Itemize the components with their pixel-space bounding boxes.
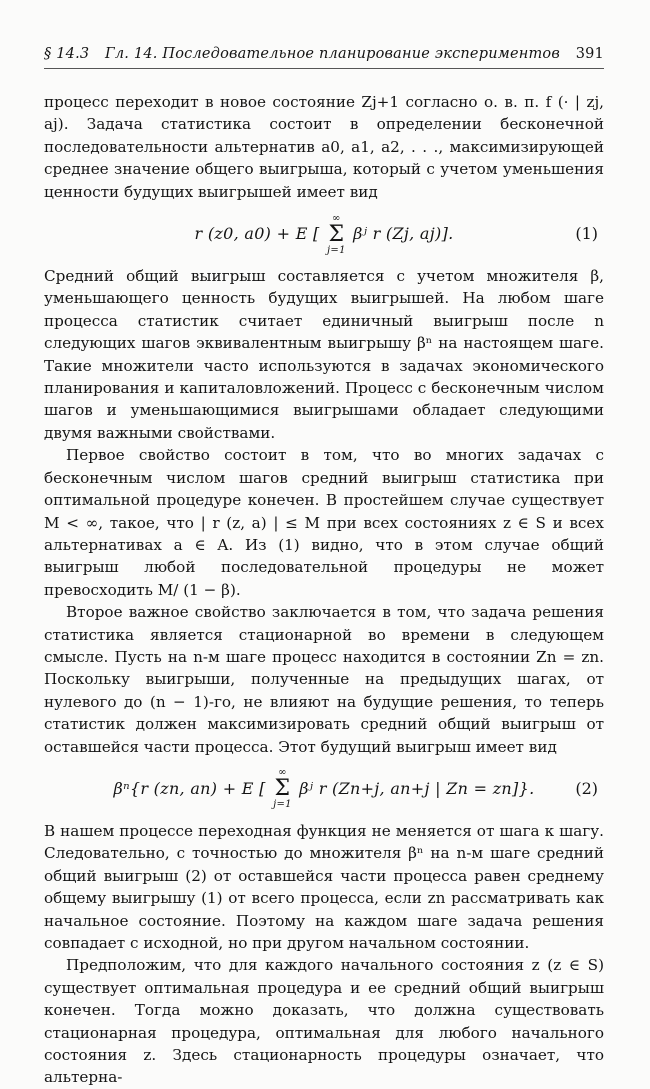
paragraph-4: Второе важное свойство заключается в том, что задача решения статистика является стационарной во времени в следующем смысле. Пусть на n-м шаге процесс находится в состоянии Zn = zn. Поскольку выигрыши, полученные на предыдущих шагах, от нулевого до (n − 1)-го, не влияют на будущие решения, то теперь статистик должен максимизировать средний общий выигрыш от оставшейся части процесса. Этот будущий выигрыш имеет вид [44,603,604,756]
paragraph-2: Средний общий выигрыш составляется с учетом множителя β, уменьшающего ценность будущих выигрышей. На любом шаге процесса статистик считает единичный выигрыш после n следующих шагов эквивалентным выигрышу βⁿ на настоящем шаге. Такие множители часто используются в задачах экономического планирования и капиталовложений. Процесс с бесконечным числом шагов и уменьшающимися выигрышами обладает следующими двумя важными свойствами. [44,267,604,442]
equation-2 [44,758,604,820]
equation-1-sum-upper: ∞ [332,212,341,224]
equation-2-left: βⁿ{r (zn, an) + E [ [113,778,266,798]
equation-2-sum [273,767,292,811]
equation-1 [44,203,604,265]
paragraph-3: Первое свойство состоит в том, что во многих задачах с бесконечным числом шагов средний выигрыш статистика при оптимальной процедуре конечен. В простейшем случае существует M < ∞, такое, что | r (z, a) | ≤ M при всех состояниях z ∈ S и всех альтернативах a ∈ A. Из (1) видно, что в этом случае общий выигрыш любой последовательной процедуры не может превосходить M/ (1 − β). [44,446,604,599]
equation-2-sum-upper: ∞ [278,767,287,779]
page-number: 391 [575,46,604,62]
paragraph-1: процесс переходит в новое состояние Zj+1 согласно о. в. п. f (· | zj, aj). Задача статистика состоит в определении бесконечной последовательности альтернатив a0, a1, a2, . . ., максимизирующей среднее значение общего выигрыша, который с учетом уменьшения ценности будущих выигрышей имеет вид [44,93,604,201]
equation-1-number: (1) [575,224,598,244]
chapter-title: Гл. 14. Последовательное планирование экспериментов [105,46,561,62]
paragraph-5: В нашем процессе переходная функция не меняется от шага к шагу. Следовательно, с точностью до множителя βⁿ на n-м шаге средний общий выигрыш (2) от оставшейся части процесса равен среднему общему выигрышу (1) от всего процесса, если zn рассматривать как начальное состояние. Поэтому на каждом шаге задача решения совпадает с исходной, но при другом начальном состоянии. [44,821,604,952]
equation-2-sum-symbol: Σ [274,776,291,802]
equation-1-right: βʲ r (Zj, aj)]. [353,224,454,244]
equation-1-left: r (z0, a0) + E [ [194,224,320,244]
paragraph-6: Предположим, что для каждого начального состояния z (z ∈ S) существует оптимальная процедура и ее средний общий выигрыш конечен. Тогда можно доказать, что должна существовать стационарная процедура, оптимальная для любого начального состояния z. Здесь стационарность процедуры означает, что альтерна- [44,956,604,1087]
equation-2-sum-lower: j=1 [273,799,292,811]
section-label: § 14.3 [44,46,90,62]
book-page [44,46,604,1089]
equation-2-number: (2) [575,778,598,798]
equation-1-sum-symbol: Σ [328,221,345,247]
equation-1-sum-lower: j=1 [327,244,346,256]
running-head [44,46,604,69]
equation-1-sum [327,213,346,257]
equation-2-right: βʲ r (Zn+j, an+j | Zn = zn]}. [299,778,535,798]
